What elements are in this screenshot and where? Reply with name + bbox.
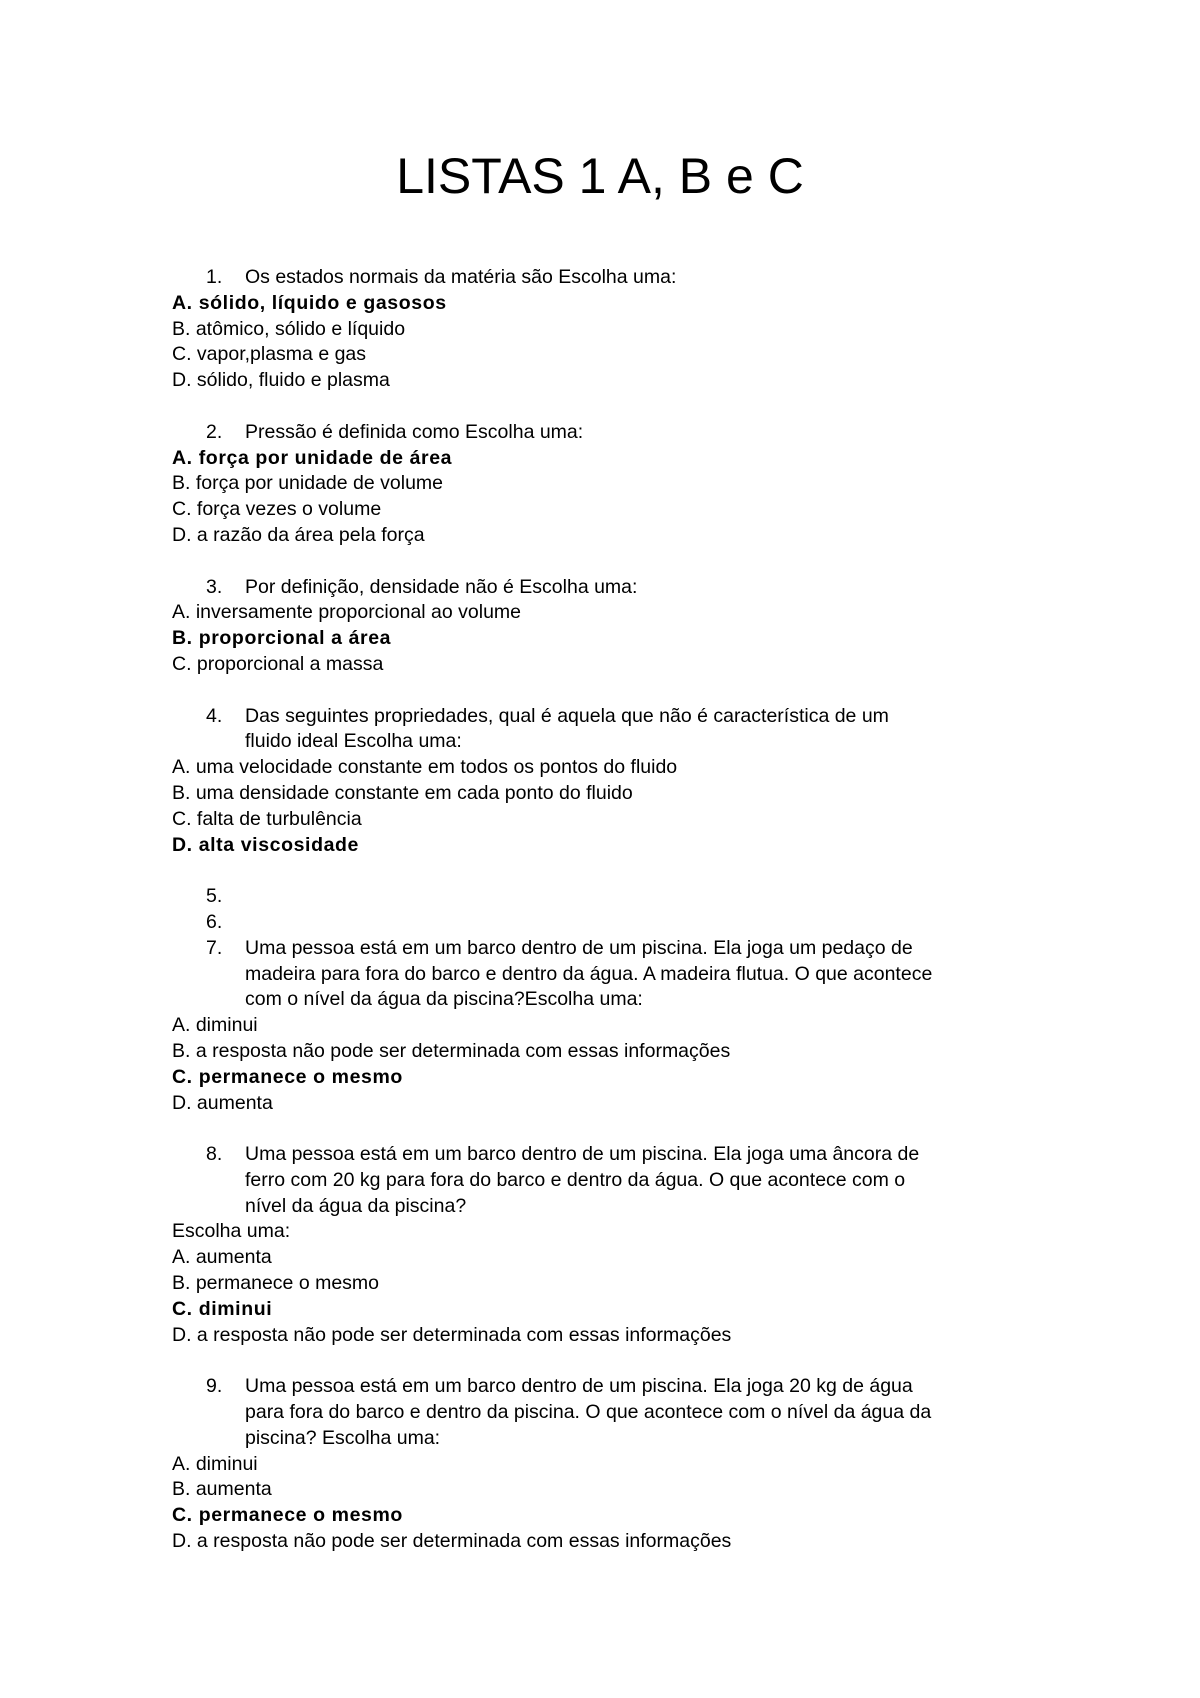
option-d: D. sólido, fluido e plasma bbox=[172, 369, 390, 392]
option-c: C. vapor,plasma e gas bbox=[172, 343, 367, 366]
question-4 bbox=[172, 704, 1072, 859]
question-line: Os estados normais da matéria são Escolha uma: bbox=[245, 266, 677, 288]
option-a: A. uma velocidade constante em todos os pontos do fluido bbox=[172, 756, 678, 779]
question-6-empty bbox=[172, 910, 1072, 936]
option-b: B. aumenta bbox=[172, 1478, 272, 1501]
question-number: 7. bbox=[206, 936, 223, 959]
spacer bbox=[172, 394, 1072, 420]
spacer bbox=[172, 678, 1072, 704]
spacer bbox=[172, 1348, 1072, 1374]
question-number: 8. bbox=[206, 1143, 223, 1166]
question-number: 3. bbox=[206, 575, 223, 598]
option-b: B. uma densidade constante em cada ponto do fluido bbox=[172, 781, 633, 804]
question-7-text-cont bbox=[172, 987, 1072, 1013]
question-8-text-cont bbox=[172, 1168, 1072, 1194]
option-c-correct: C. permanece o mesmo bbox=[172, 1065, 403, 1088]
question-7-text-cont bbox=[172, 962, 1072, 988]
question-8-prompt: Escolha uma: bbox=[172, 1220, 291, 1243]
question-line: Uma pessoa está em um barco dentro de um piscina. Ela joga um pedaço de bbox=[245, 936, 913, 959]
question-number: 4. bbox=[206, 704, 223, 727]
question-line: piscina? Escolha uma: bbox=[245, 1426, 441, 1449]
option-d-correct: D. alta viscosidade bbox=[172, 833, 359, 856]
question-number: 2. bbox=[206, 420, 223, 443]
question-9-text bbox=[172, 1374, 1072, 1400]
question-2 bbox=[172, 420, 1072, 549]
question-line: ferro com 20 kg para fora do barco e dentro da água. O que acontece com o bbox=[245, 1168, 906, 1191]
question-8-text bbox=[172, 1142, 1072, 1168]
question-3-text bbox=[172, 575, 1072, 601]
spacer bbox=[172, 858, 1072, 884]
option-b: B. atômico, sólido e líquido bbox=[172, 317, 406, 340]
question-line: Uma pessoa está em um barco dentro de um piscina. Ela joga 20 kg de água bbox=[245, 1375, 913, 1398]
question-2-text bbox=[172, 420, 1072, 446]
question-line: fluido ideal Escolha uma: bbox=[245, 730, 462, 753]
question-4-text-cont bbox=[172, 729, 1072, 755]
question-line: nível da água da piscina? bbox=[245, 1194, 467, 1217]
option-b: B. permanece o mesmo bbox=[172, 1272, 380, 1295]
option-d: D. a resposta não pode ser determinada com essas informações bbox=[172, 1323, 732, 1346]
question-3 bbox=[172, 575, 1072, 678]
document-title: LISTAS 1 A, B e C bbox=[396, 148, 804, 204]
question-9-text-cont bbox=[172, 1400, 1072, 1426]
option-a-correct: A. sólido, líquido e gasosos bbox=[172, 291, 447, 314]
question-line: Uma pessoa está em um barco dentro de um piscina. Ela joga uma âncora de bbox=[245, 1143, 920, 1166]
spacer bbox=[172, 1116, 1072, 1142]
question-line: Por definição, densidade não é Escolha uma: bbox=[245, 575, 638, 598]
option-a: A. diminui bbox=[172, 1014, 258, 1037]
option-b-correct: B. proporcional a área bbox=[172, 627, 392, 650]
option-b: B. força por unidade de volume bbox=[172, 472, 444, 495]
option-a: A. diminui bbox=[172, 1452, 258, 1475]
option-c: C. proporcional a massa bbox=[172, 652, 384, 675]
question-line: para fora do barco e dentro da piscina. O que acontece com o nível da água da bbox=[245, 1401, 932, 1424]
option-a-correct: A. força por unidade de área bbox=[172, 446, 453, 469]
question-number: 5. bbox=[206, 885, 223, 908]
question-5-empty bbox=[172, 884, 1072, 910]
question-1-text bbox=[172, 265, 1072, 291]
question-9 bbox=[172, 1374, 1072, 1555]
option-d: D. a resposta não pode ser determinada com essas informações bbox=[172, 1530, 732, 1553]
question-7 bbox=[172, 936, 1072, 1117]
question-number: 9. bbox=[206, 1375, 223, 1398]
option-c-correct: C. diminui bbox=[172, 1297, 273, 1320]
question-number: 1. bbox=[206, 266, 223, 288]
option-c-correct: C. permanece o mesmo bbox=[172, 1504, 403, 1527]
option-a: A. inversamente proporcional ao volume bbox=[172, 601, 522, 624]
option-d: D. a razão da área pela força bbox=[172, 523, 425, 546]
spacer bbox=[172, 549, 1072, 575]
option-c: C. falta de turbulência bbox=[172, 807, 362, 830]
question-line: com o nível da água da piscina?Escolha uma: bbox=[245, 988, 643, 1011]
question-7-text bbox=[172, 936, 1072, 962]
option-c: C. força vezes o volume bbox=[172, 498, 382, 521]
question-number: 6. bbox=[206, 910, 223, 933]
question-9-text-cont bbox=[172, 1426, 1072, 1452]
question-line: Das seguintes propriedades, qual é aquela que não é característica de um bbox=[245, 704, 889, 727]
question-4-text bbox=[172, 704, 1072, 730]
option-d: D. aumenta bbox=[172, 1091, 273, 1114]
option-b: B. a resposta não pode ser determinada com essas informações bbox=[172, 1039, 731, 1062]
question-8-text-cont bbox=[172, 1194, 1072, 1220]
question-1 bbox=[172, 265, 1072, 394]
option-a: A. aumenta bbox=[172, 1246, 272, 1269]
question-line: madeira para fora do barco e dentro da água. A madeira flutua. O que acontece bbox=[245, 962, 933, 985]
question-list bbox=[172, 265, 1072, 1555]
question-line: Pressão é definida como Escolha uma: bbox=[245, 420, 584, 443]
question-8 bbox=[172, 1142, 1072, 1348]
